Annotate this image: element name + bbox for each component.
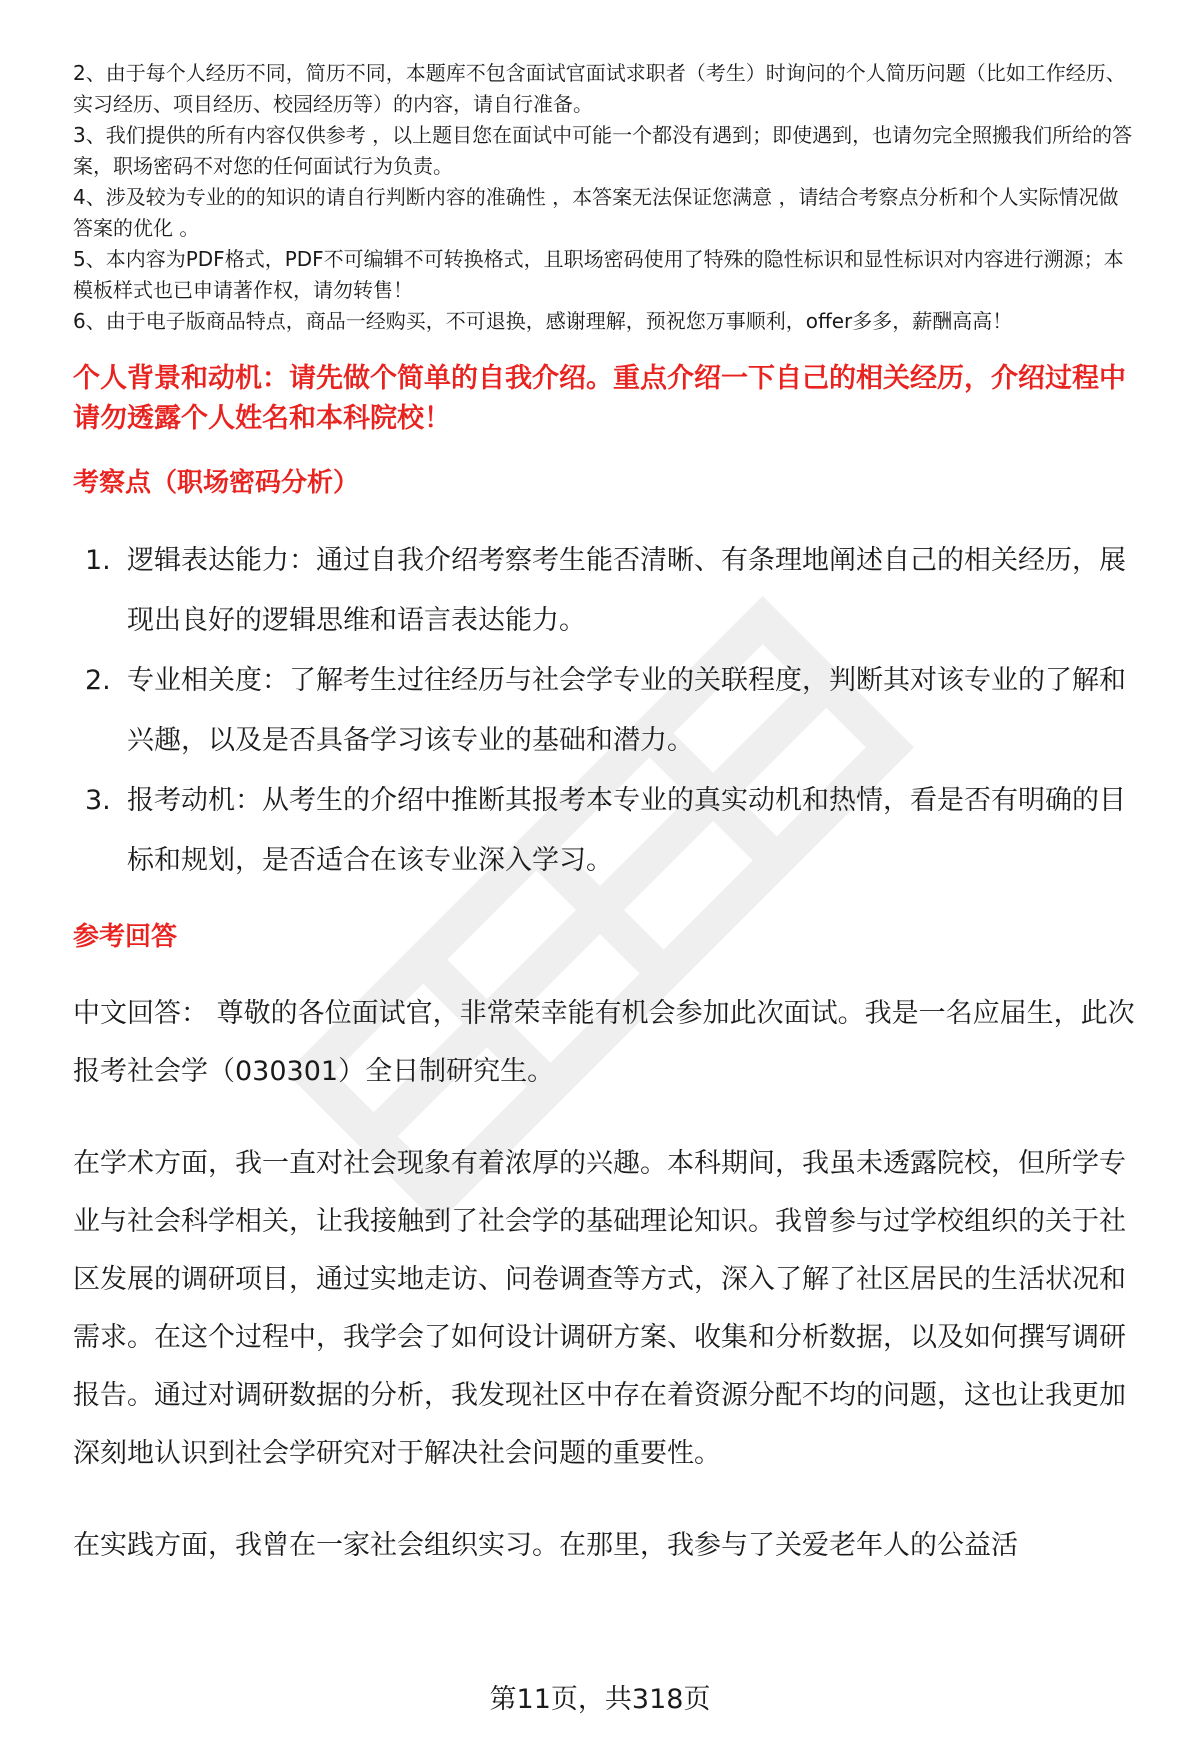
point-text: 逻辑表达能力：通过自我介绍考察考生能否清晰、有条理地阐述自己的相关经历，展现出良好的逻辑思维和语言表达能力。 xyxy=(127,545,1126,636)
page-footer: 第11页，共318页 xyxy=(489,1684,711,1715)
analysis-point xyxy=(73,651,1135,771)
point-text: 报考动机：从考生的介绍中推断其报考本专业的真实动机和热情，看是否有明确的目标和规划，是否适合在该专业深入学习。 xyxy=(127,785,1126,876)
notes-section xyxy=(73,58,1135,337)
note-item: 6、由于电子版商品特点，商品一经购买，不可退换，感谢理解，预祝您万事顺利，offer多多，薪酬高高！ xyxy=(73,309,1013,333)
analysis-heading: 考察点（职场密码分析） xyxy=(73,468,360,498)
note-item: 3、我们提供的所有内容仅供参考 ，以上题目您在面试中可能一个都没有遇到；即使遇到，也请勿完全照搬我们所给的答案，职场密码不对您的任何面试行为负责。 xyxy=(73,123,1133,178)
question-title: 个人背景和动机：请先做个简单的自我介绍。重点介绍一下自己的相关经历，介绍过程中请勿透露个人姓名和本科院校！ xyxy=(73,363,1126,434)
answer-paragraph: 在实践方面，我曾在一家社会组织实习。在那里，我参与了关爱老年人的公益活 xyxy=(73,1530,1018,1561)
analysis-point xyxy=(73,531,1135,651)
point-number: 3. xyxy=(85,785,111,816)
note-item: 4、涉及较为专业的的知识的请自行判断内容的准确性 ，本答案无法保证您满意 ，请结合考察点分析和个人实际情况做答案的优化 。 xyxy=(73,185,1119,240)
point-number: 2. xyxy=(85,665,111,696)
point-text: 专业相关度：了解考生过往经历与社会学专业的关联程度，判断其对该专业的了解和兴趣，以及是否具备学习该专业的基础和潜力。 xyxy=(127,665,1126,756)
answer-paragraph: 在学术方面，我一直对社会现象有着浓厚的兴趣。本科期间，我虽未透露院校，但所学专业与社会科学相关，让我接触到了社会学的基础理论知识。我曾参与过学校组织的关于社区发展的调研项目，通过实地走访、问卷调查等方式，深入了解了社区居民的生活状况和需求。在这个过程中，我学会了如何设计调研方案、收集和分析数据，以及如何撰写调研报告。通过对调研数据的分析，我发现社区中存在着资源分配不均的问题，这也让我更加深刻地认识到社会学研究对于解决社会问题的重要性。 xyxy=(73,1148,1126,1469)
note-item: 5、本内容为PDF格式，PDF不可编辑不可转换格式，且职场密码使用了特殊的隐性标识和显性标识对内容进行溯源；本模板样式也已申请著作权，请勿转售！ xyxy=(73,247,1124,302)
answer-paragraph: 中文回答： 尊敬的各位面试官，非常荣幸能有机会参加此次面试。我是一名应届生，此次报考社会学（030301）全日制研究生。 xyxy=(73,998,1135,1087)
point-number: 1. xyxy=(85,545,111,576)
main-content xyxy=(73,58,1135,1575)
reference-answer xyxy=(73,985,1135,1575)
analysis-point xyxy=(73,771,1135,891)
note-item: 2、由于每个人经历不同，简历不同，本题库不包含面试官面试求职者（考生）时询问的个人简历问题（比如工作经历、实习经历、项目经历、校园经历等）的内容，请自行准备。 xyxy=(73,61,1126,116)
analysis-points xyxy=(73,531,1135,891)
reference-heading: 参考回答 xyxy=(73,922,178,952)
